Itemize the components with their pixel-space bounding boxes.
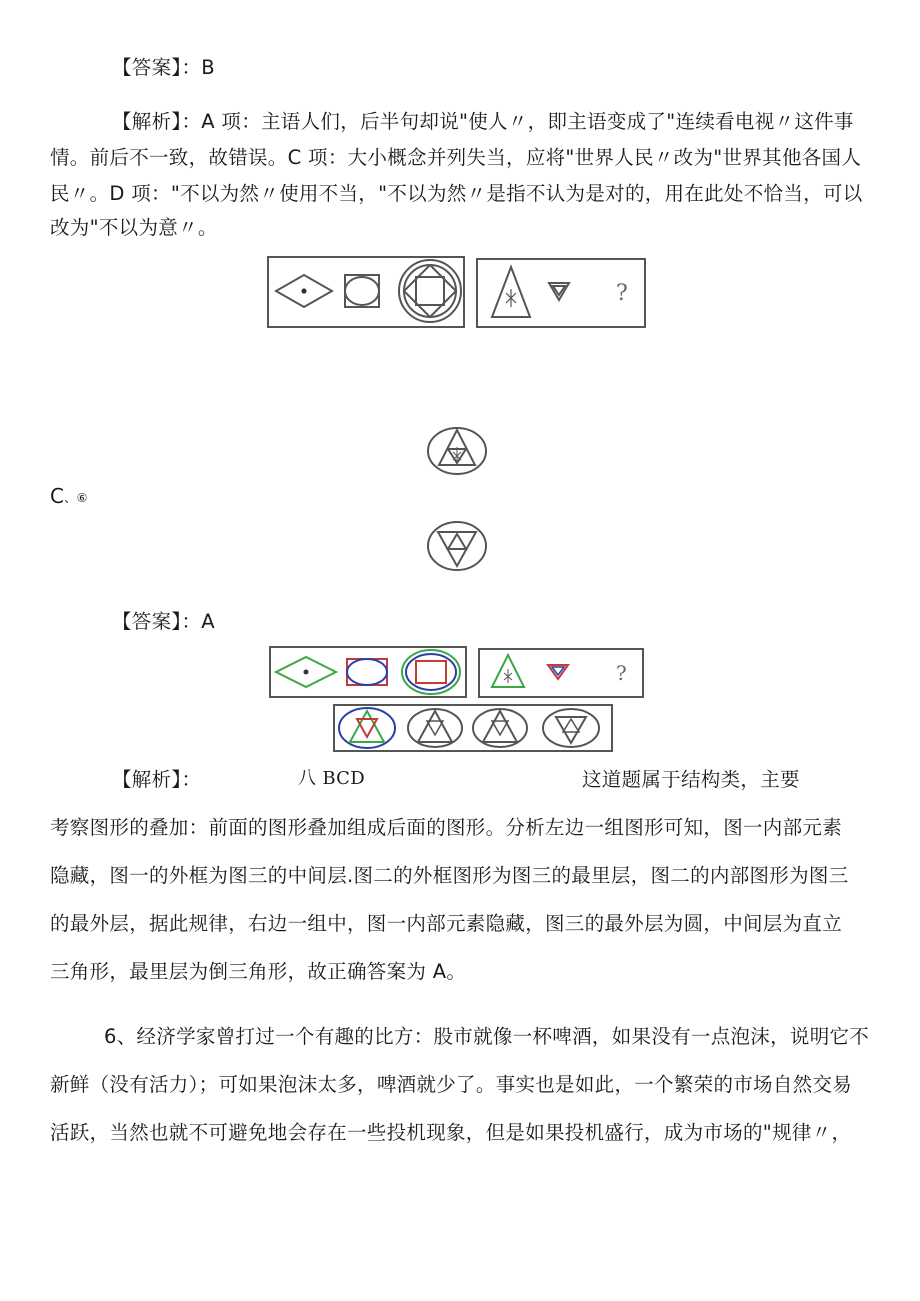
option-c-figure-1 <box>426 425 488 477</box>
analysis-2-line-2: 隐藏，图一的外框为图三的中间层.图二的外框图形为图三的最里层，图二的内部图形为图三 <box>50 864 849 887</box>
question-mark-2: ? <box>616 661 627 685</box>
question-6-line-3: 活跃，当然也就不可避免地会存在一些投机现象，但是如果投机盛行，成为市场的"规律〃， <box>50 1121 852 1144</box>
analysis-2-tail: 这道题属于结构类，主要 <box>582 768 800 791</box>
question-6-line-2: 新鲜（没有活力）；可如果泡沫太多，啤酒就少了。事实也是如此，一个繁荣的市场自然交易 <box>50 1073 853 1096</box>
analysis-1-line-2: 情。前后不一致，故错误。C 项：大小概念并列失当，应将"世界人民〃改为"世界其他各国人 <box>50 146 862 169</box>
analysis-2-options: 八 BCD <box>298 768 365 789</box>
analysis-1-line-1: 【解析】：A 项：主语人们，后半句却说"使人〃，即主语变成了"连续看电视〃这件事 <box>112 110 854 133</box>
answer-1 <box>112 52 215 80</box>
option-c-label: C <box>50 484 65 508</box>
answer-1-label: 【答案】 <box>112 56 182 79</box>
answer-2 <box>112 606 215 634</box>
analysis-2-head: 【解析】： <box>112 768 202 791</box>
question-mark-1: ? <box>616 281 628 306</box>
answer-2-value: ：A <box>181 610 215 633</box>
analysis-2-line-4: 三角形，最里层为倒三角形，故正确答案为 A。 <box>50 960 467 983</box>
answer-2-label: 【答案】 <box>112 610 182 633</box>
question-6-line-1: 6、经济学家曾打过一个有趣的比方：股市就像一杯啤酒，如果没有一点泡沫，说明它不 <box>104 1025 870 1048</box>
answer-1-value: ：B <box>181 56 215 79</box>
option-c-figure-2 <box>426 518 488 574</box>
option-c-mark: 、⑥ <box>64 491 88 505</box>
analysis-2-line-3: 的最外层，据此规律，右边一组中，图一内部元素隐藏，图三的最外层为圆，中间层为直立 <box>50 912 843 935</box>
puzzle-figure-2 <box>268 645 648 755</box>
option-c <box>50 484 88 508</box>
analysis-2-line-1: 考察图形的叠加：前面的图形叠加组成后面的图形。分析左边一组图形可知，图一内部元素 <box>50 816 843 839</box>
puzzle-figure-1 <box>266 255 648 329</box>
analysis-1-line-3: 民〃。D 项："不以为然〃使用不当，"不以为然〃是指不认为是对的，用在此处不恰当，可以 <box>50 182 863 205</box>
analysis-1-line-4: 改为"不以为意〃。 <box>50 216 218 239</box>
